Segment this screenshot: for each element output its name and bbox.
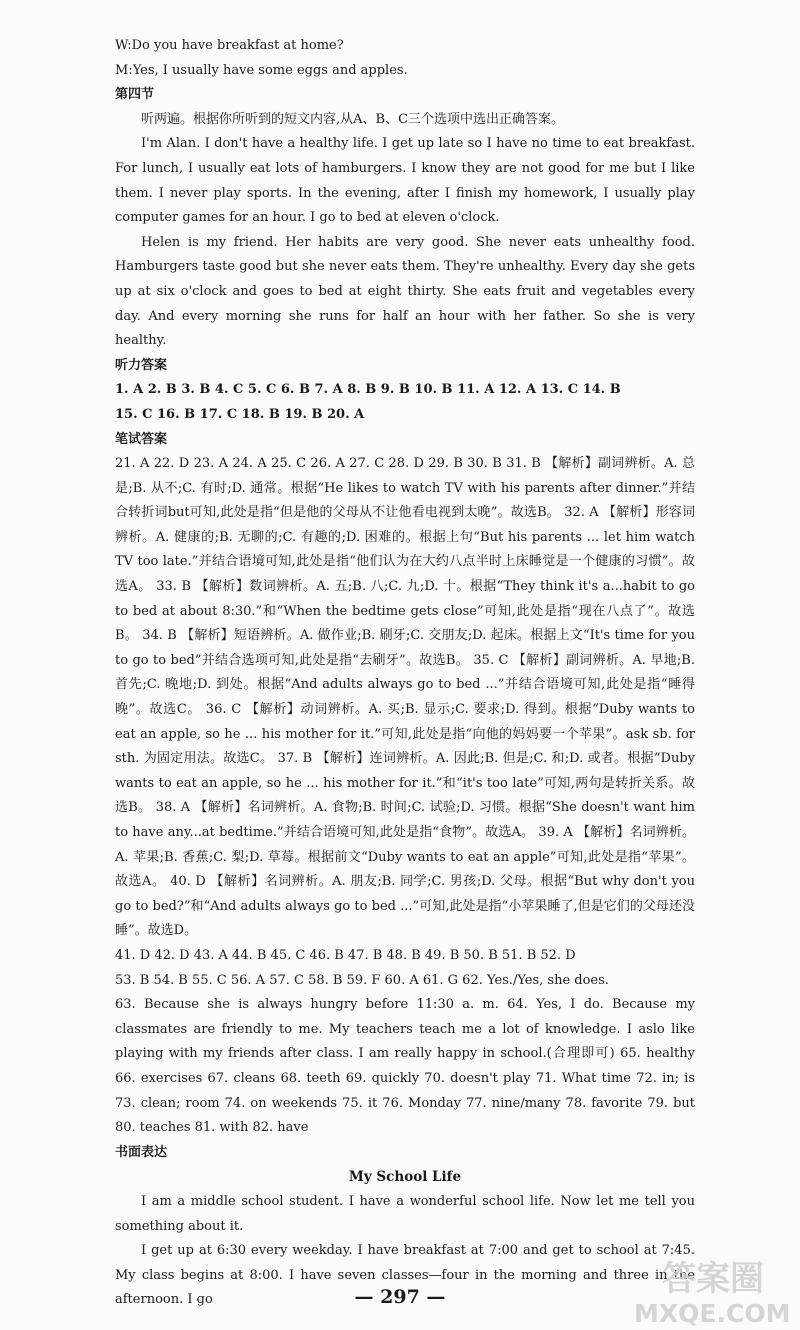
page-number: — 297 — — [354, 1286, 446, 1308]
watermark-text-cn: 答案圈 — [662, 1259, 764, 1299]
essay-title: My School Life — [348, 1169, 462, 1186]
listening-answers-line1: 1. A 2. B 3. B 4. C 5. C 6. B 7. A 8. B 9. B 10. B 11. A 12. A 13. C 14. B — [115, 382, 621, 398]
section4-instruction: 听两遍。根据你所听到的短文内容,从A、B、C三个选项中选出正确答案。 — [141, 111, 565, 127]
written-answers-41-52: 41. D 42. D 43. A 44. B 45. C 46. B 47. B 48. B 49. B 50. B 51. B 52. D — [115, 947, 576, 963]
section4-passage-alan: I'm Alan. I don't have a healthy life. I get up late so I have no time to eat breakfast. For lunch, I usually eat lots of hamburgers. I know they are not good for me but I like them. I never play sports. In the evening, after I finish my homework, I usually play computer games for an hour. I go to bed at eleven o'clock. — [115, 136, 695, 226]
listening-answers-line2: 15. C 16. B 17. C 18. B 19. B 20. A — [115, 406, 365, 422]
dialogue-line-m: M:Yes, I usually have some eggs and apples. — [115, 62, 408, 78]
written-heading: 笔试答案 — [115, 431, 168, 447]
essay-paragraph-1: I am a middle school student. I have a wonderful school life. Now let me tell you something about it. — [115, 1193, 695, 1234]
writing-heading: 书面表达 — [115, 1144, 168, 1160]
section4-passage-helen: Helen is my friend. Her habits are very good. She never eats unhealthy food. Hamburgers taste good but she never eats them. They're unhealthy. Every day she gets up at six o'clock and goes to bed at eight thirty. She eats fruit and vegetables every day. And every morning she runs for half an hour with her father. So she is very healthy. — [115, 234, 695, 349]
written-answers-63-82: 63. Because she is always hungry before 11:30 a. m. 64. Yes, I do. Because my classmates are friendly to me. My teachers teach me a lot of knowledge. I aslo like playing with my friends after class. I am really happy in school.(合理即可) 65. healthy 66. exercises 67. cleans 68. teeth 69. quickly 70. doesn't play 71. What time 72. in; is 73. clean; room 74. on weekends 75. it 76. Monday 77. nine/many 78. favorite 79. but 80. teaches 81. with 82. have — [115, 997, 695, 1136]
listening-heading: 听力答案 — [115, 357, 168, 373]
watermark-text-url: MXQE.COM — [634, 1299, 791, 1328]
watermark-logo — [632, 1248, 800, 1330]
written-answers-53-62: 53. B 54. B 55. C 56. A 57. C 58. B 59. F 60. A 61. G 62. Yes./Yes, she does. — [115, 972, 609, 988]
essay-paragraph-2: I get up at 6:30 every weekday. I have breakfast at 7:00 and get to school at 7:45. My class begins at 8:00. I have seven classes—four in the morning and three in the afternoon. I go — [115, 1243, 695, 1308]
dialogue-block — [115, 34, 695, 1313]
written-answers-explanations: 21. A 22. D 23. A 24. A 25. C 26. A 27. C 28. D 29. B 30. B 31. B 【解析】副词辨析。A. 总是;B. 从不;C. 有时;D. 通常。根据“He likes to watch TV with his parents after dinner.”并结合转折词but可知,此处是指“但是他的父母从不让他看电视到太晚”。故选B。 32. A 【解析】形容词辨析。A. 健康的;B. 无聊的;C. 有趣的;D. 困难的。根据上句“But his parents ... let him watch TV too late.”并结合语境可知,此处是指“他们认为在大约八点半时上床睡觉是一个健康的习惯”。故选A。 33. B 【解析】数词辨析。A. 五;B. 八;C. 九;D. 十。根据“They think it's a...habit to go to bed at about 8:30.”和“When the bedtime gets close”可知,此处是指“现在八点了”。故选B。 34. B 【解析】短语辨析。A. 做作业;B. 刷牙;C. 交朋友;D. 起床。根据上文“It's time for you to go to bed”并结合选项可知,此处是指“去刷牙”。故选B。 35. C 【解析】副词辨析。A. 早地;B. 首先;C. 晚地;D. 到处。根据“And adults always go to bed ...”并结合语境可知,此处是指“睡得晚”。故选C。 36. C 【解析】动词辨析。A. 买;B. 显示;C. 要求;D. 得到。根据“Duby wants to eat an apple, so he ... his mother for it.”可知,此处是指“向他的妈妈要一个苹果”。ask sb. for sth. 为固定用法。故选C。 37. B 【解析】连词辨析。A. 因此;B. 但是;C. 和;D. 或者。根据“Duby wants to eat an apple, so he ... his mother for it.”和“it's too late”可知,两句是转折关系。故选B。 38. A 【解析】名词辨析。A. 食物;B. 时间;C. 试验;D. 习惯。根据“She doesn't want him to have any...at bedtime.”并结合语境可知,此处是指“食物”。故选A。 39. A 【解析】名词辨析。A. 苹果;B. 香蕉;C. 梨;D. 草莓。根据前文“Duby wants to eat an apple”可知,此处是指“苹果”。故选A。 40. D 【解析】名词辨析。A. 朋友;B. 同学;C. 男孩;D. 父母。根据“But why don't you go to bed?”和“And adults always go to bed ...”可知,此处是指“小苹果睡了,但是它们的父母还没睡”。故选D。 — [115, 456, 695, 939]
section4-heading: 第四节 — [115, 87, 155, 103]
dialogue-line-w: W:Do you have breakfast at home? — [115, 38, 344, 53]
